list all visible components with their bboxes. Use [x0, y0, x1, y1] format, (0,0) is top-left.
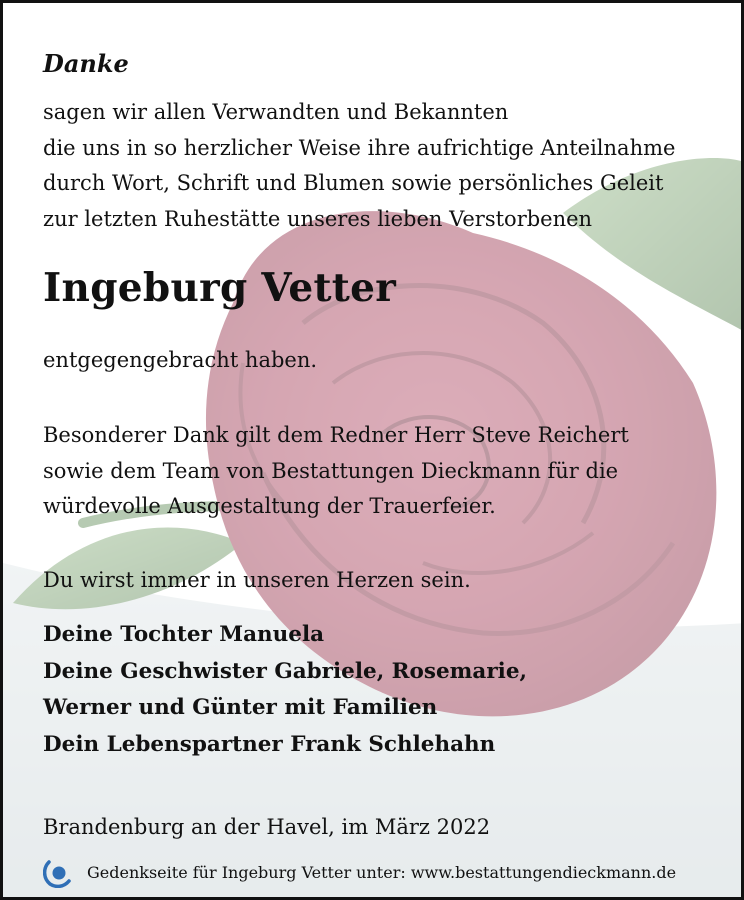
- memorial-logo-icon: [43, 856, 73, 888]
- memorial-footer: [43, 856, 676, 888]
- special-thanks-text: [43, 418, 629, 525]
- heart-line: Du wirst immer in unseren Herzen sein.: [43, 568, 471, 592]
- signers-list: [43, 617, 527, 763]
- special-thanks-line: sowie dem Team von Bestattungen Dieckmann für die: [43, 458, 619, 483]
- signer: Deine Tochter Manuela: [43, 622, 325, 647]
- intro-text: [43, 95, 675, 237]
- special-thanks-line: würdevolle Ausgestaltung der Trauerfeier.: [43, 494, 496, 518]
- intro-line: durch Wort, Schrift und Blumen sowie persönliches Geleit: [43, 171, 664, 195]
- intro-line: zur letzten Ruhestätte unseres lieben Verstorbenen: [43, 206, 593, 231]
- signer: Dein Lebenspartner Frank Schlehahn: [43, 731, 496, 757]
- intro-line: die uns in so herzlicher Weise ihre aufrichtige Anteilnahme: [43, 135, 676, 160]
- deceased-name: Ingeburg Vetter: [43, 265, 397, 311]
- place-date: Brandenburg an der Havel, im März 2022: [43, 815, 491, 839]
- notice-heading: Danke: [43, 49, 129, 78]
- received-line: entgegengebracht haben.: [43, 348, 318, 372]
- memorial-page-text: Gedenkseite für Ingeburg Vetter unter: www.bestattungendieckmann.de: [87, 862, 677, 882]
- special-thanks-line: Besonderer Dank gilt dem Redner Herr Steve Reichert: [43, 423, 629, 447]
- notice-content: [3, 3, 744, 900]
- signer: Werner und Günter mit Familien: [43, 695, 438, 720]
- signer: Deine Geschwister Gabriele, Rosemarie,: [43, 658, 528, 684]
- intro-line: sagen wir allen Verwandten und Bekannten: [43, 100, 509, 124]
